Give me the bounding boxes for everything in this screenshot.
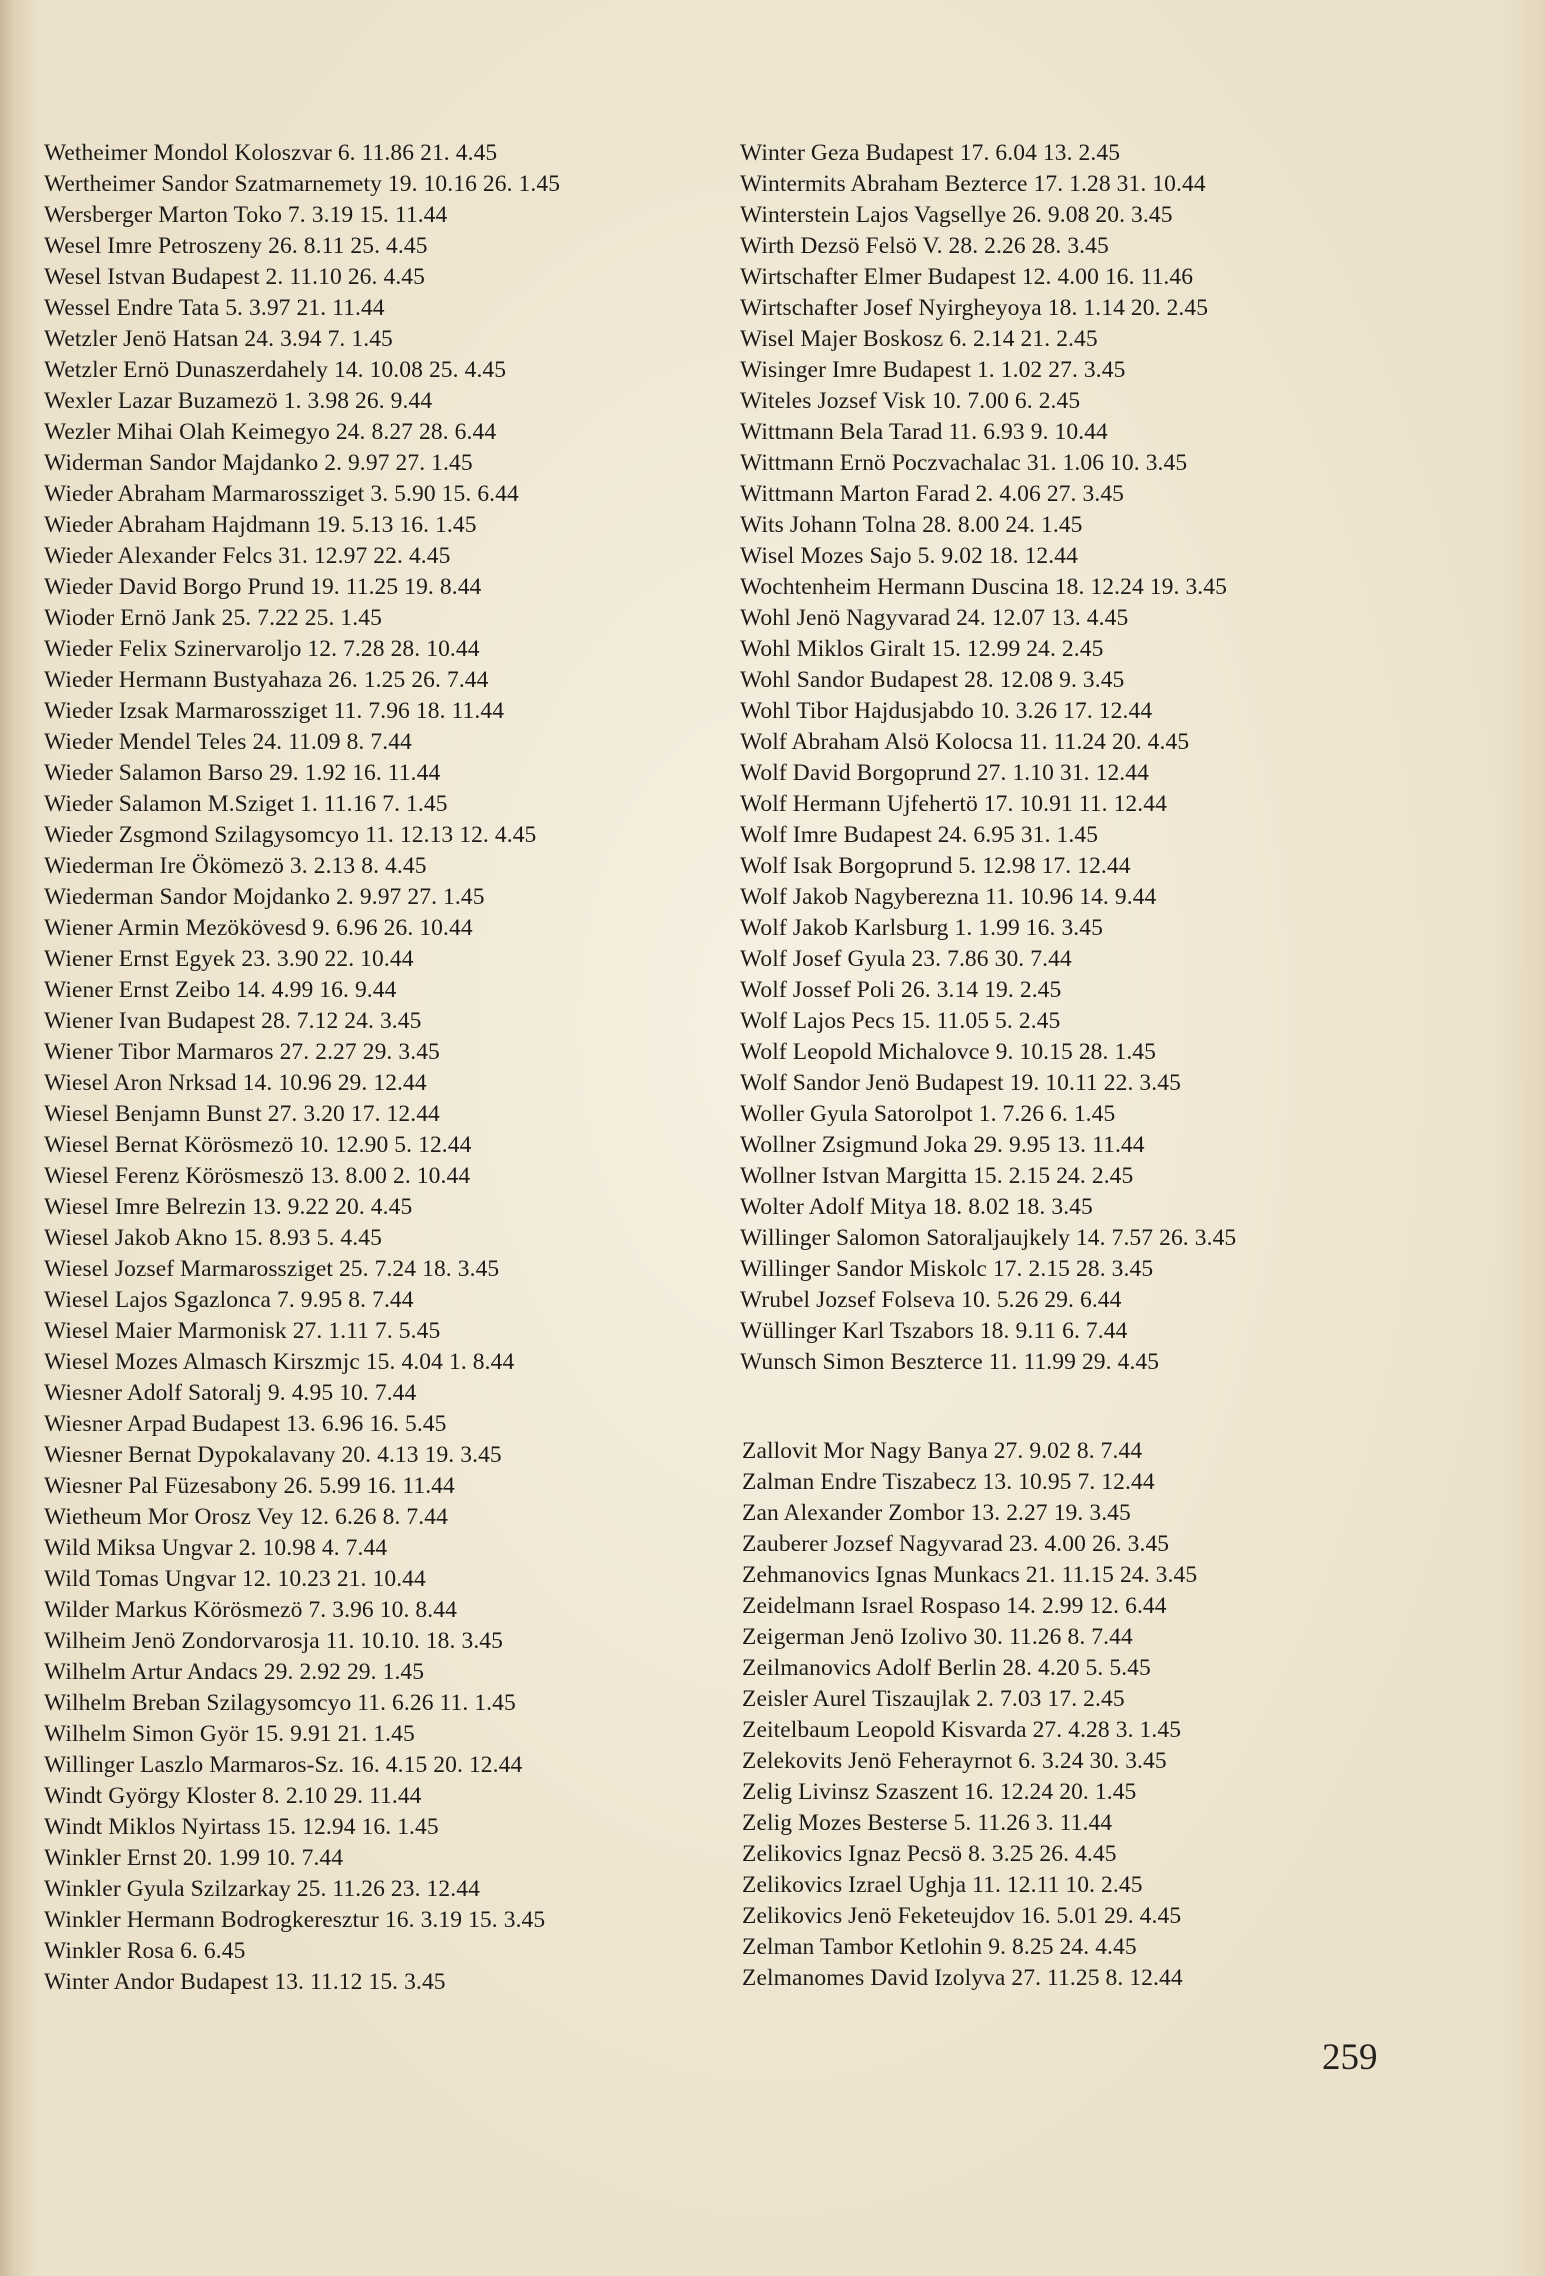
list-item: Wiederman Ire Ökömezö 3. 2.13 8. 4.45 <box>44 853 427 879</box>
list-item: Wezler Mihai Olah Keimegyo 24. 8.27 28. 6.44 <box>44 419 497 445</box>
list-item: Zelig Livinsz Szaszent 16. 12.24 20. 1.45 <box>742 1779 1137 1805</box>
list-item: Wieder Felix Szinervaroljo 12. 7.28 28. 10.44 <box>44 636 480 662</box>
list-item: Zeigerman Jenö Izolivo 30. 11.26 8. 7.44 <box>742 1624 1133 1650</box>
list-item: Wohl Jenö Nagyvarad 24. 12.07 13. 4.45 <box>740 605 1129 631</box>
list-item: Wiederman Sandor Mojdanko 2. 9.97 27. 1.45 <box>44 884 485 910</box>
list-item: Wolf Abraham Alsö Kolocsa 11. 11.24 20. 4.45 <box>740 729 1190 755</box>
list-item: Wexler Lazar Buzamezö 1. 3.98 26. 9.44 <box>44 388 433 414</box>
list-item: Wieder Abraham Marmarossziget 3. 5.90 15. 6.44 <box>44 481 519 507</box>
list-item: Wiener Ivan Budapest 28. 7.12 24. 3.45 <box>44 1008 422 1034</box>
list-item: Wiesel Aron Nrksad 14. 10.96 29. 12.44 <box>44 1070 427 1096</box>
list-item: Wietheum Mor Orosz Vey 12. 6.26 8. 7.44 <box>44 1504 448 1530</box>
list-item: Winter Andor Budapest 13. 11.12 15. 3.45 <box>44 1969 446 1995</box>
list-item: Wits Johann Tolna 28. 8.00 24. 1.45 <box>740 512 1083 538</box>
list-item: Wolf Lajos Pecs 15. 11.05 5. 2.45 <box>740 1008 1061 1034</box>
list-item: Wiesner Bernat Dypokalavany 20. 4.13 19. 3.45 <box>44 1442 502 1468</box>
list-item: Wessel Endre Tata 5. 3.97 21. 11.44 <box>44 295 385 321</box>
list-item: Wiener Ernst Zeibo 14. 4.99 16. 9.44 <box>44 977 397 1003</box>
list-item: Wochtenheim Hermann Duscina 18. 12.24 19. 3.45 <box>740 574 1227 600</box>
list-item: Wüllinger Karl Tszabors 18. 9.11 6. 7.44 <box>740 1318 1128 1344</box>
list-item: Wittmann Bela Tarad 11. 6.93 9. 10.44 <box>740 419 1108 445</box>
list-item: Wiesner Pal Füzesabony 26. 5.99 16. 11.44 <box>44 1473 455 1499</box>
list-item: Zalman Endre Tiszabecz 13. 10.95 7. 12.44 <box>742 1469 1155 1495</box>
list-item: Zelekovits Jenö Feherayrnot 6. 3.24 30. 3.45 <box>742 1748 1167 1774</box>
list-item: Zauberer Jozsef Nagyvarad 23. 4.00 26. 3.45 <box>742 1531 1170 1557</box>
list-item: Zeitelbaum Leopold Kisvarda 27. 4.28 3. 1.45 <box>742 1717 1182 1743</box>
list-item: Wiesner Arpad Budapest 13. 6.96 16. 5.45 <box>44 1411 447 1437</box>
list-item: Wertheimer Sandor Szatmarnemety 19. 10.16 26. 1.45 <box>44 171 561 197</box>
page-number: 259 <box>1322 2037 1378 2078</box>
list-item: Wintermits Abraham Bezterce 17. 1.28 31. 10.44 <box>740 171 1206 197</box>
list-item: Wittmann Marton Farad 2. 4.06 27. 3.45 <box>740 481 1125 507</box>
list-item: Wilhelm Artur Andacs 29. 2.92 29. 1.45 <box>44 1659 425 1685</box>
list-item: Wild Miksa Ungvar 2. 10.98 4. 7.44 <box>44 1535 388 1561</box>
list-item: Wieder Abraham Hajdmann 19. 5.13 16. 1.45 <box>44 512 477 538</box>
list-item: Wirth Dezsö Felsö V. 28. 2.26 28. 3.45 <box>740 233 1109 259</box>
list-item: Wisel Mozes Sajo 5. 9.02 18. 12.44 <box>740 543 1078 569</box>
list-item: Zelikovics Ignaz Pecsö 8. 3.25 26. 4.45 <box>742 1841 1117 1867</box>
list-item: Wolf Jakob Karlsburg 1. 1.99 16. 3.45 <box>740 915 1103 941</box>
list-item: Zan Alexander Zombor 13. 2.27 19. 3.45 <box>742 1500 1131 1526</box>
list-item: Wetzler Ernö Dunaszerdahely 14. 10.08 25. 4.45 <box>44 357 507 383</box>
list-item: Wolf Isak Borgoprund 5. 12.98 17. 12.44 <box>740 853 1131 879</box>
list-item: Wolter Adolf Mitya 18. 8.02 18. 3.45 <box>740 1194 1093 1220</box>
list-item: Wisel Majer Boskosz 6. 2.14 21. 2.45 <box>740 326 1098 352</box>
list-item: Zelmanomes David Izolyva 27. 11.25 8. 12.44 <box>742 1965 1183 1991</box>
list-item: Wrubel Jozsef Folseva 10. 5.26 29. 6.44 <box>740 1287 1122 1313</box>
list-item: Wiesel Ferenz Körösmeszö 13. 8.00 2. 10.44 <box>44 1163 471 1189</box>
list-item: Wisinger Imre Budapest 1. 1.02 27. 3.45 <box>740 357 1126 383</box>
list-item: Wiesel Lajos Sgazlonca 7. 9.95 8. 7.44 <box>44 1287 414 1313</box>
list-item: Wirtschafter Elmer Budapest 12. 4.00 16. 11.46 <box>740 264 1194 290</box>
list-item: Winkler Rosa 6. 6.45 <box>44 1938 246 1964</box>
list-item: Wiesel Maier Marmonisk 27. 1.11 7. 5.45 <box>44 1318 441 1344</box>
list-item: Wieder David Borgo Prund 19. 11.25 19. 8.44 <box>44 574 482 600</box>
list-item: Wersberger Marton Toko 7. 3.19 15. 11.44 <box>44 202 448 228</box>
list-item: Wolf Josef Gyula 23. 7.86 30. 7.44 <box>740 946 1072 972</box>
list-item: Wittmann Ernö Poczvachalac 31. 1.06 10. 3.45 <box>740 450 1188 476</box>
list-item: Winkler Gyula Szilzarkay 25. 11.26 23. 12.44 <box>44 1876 480 1902</box>
list-item: Widerman Sandor Majdanko 2. 9.97 27. 1.45 <box>44 450 473 476</box>
list-item: Wieder Salamon M.Sziget 1. 11.16 7. 1.45 <box>44 791 448 817</box>
list-item: Wollner Istvan Margitta 15. 2.15 24. 2.45 <box>740 1163 1134 1189</box>
list-item: Zeidelmann Israel Rospaso 14. 2.99 12. 6.44 <box>742 1593 1167 1619</box>
list-item: Wieder Salamon Barso 29. 1.92 16. 11.44 <box>44 760 441 786</box>
list-item: Wiesner Adolf Satoralj 9. 4.95 10. 7.44 <box>44 1380 417 1406</box>
right-column-z-list <box>742 1436 1532 1994</box>
list-item: Wiener Armin Mezökövesd 9. 6.96 26. 10.44 <box>44 915 473 941</box>
list-item: Wolf Jakob Nagyberezna 11. 10.96 14. 9.44 <box>740 884 1157 910</box>
list-item: Winkler Hermann Bodrogkeresztur 16. 3.19 15. 3.45 <box>44 1907 546 1933</box>
list-item: Witeles Jozsef Visk 10. 7.00 6. 2.45 <box>740 388 1081 414</box>
list-item: Zelig Mozes Besterse 5. 11.26 3. 11.44 <box>742 1810 1113 1836</box>
list-item: Winter Geza Budapest 17. 6.04 13. 2.45 <box>740 140 1121 166</box>
list-item: Wilhelm Breban Szilagysomcyo 11. 6.26 11. 1.45 <box>44 1690 516 1716</box>
list-item: Wild Tomas Ungvar 12. 10.23 21. 10.44 <box>44 1566 426 1592</box>
list-item: Woller Gyula Satorolpot 1. 7.26 6. 1.45 <box>740 1101 1116 1127</box>
list-item: Wieder Mendel Teles 24. 11.09 8. 7.44 <box>44 729 412 755</box>
list-item: Zehmanovics Ignas Munkacs 21. 11.15 24. 3.45 <box>742 1562 1198 1588</box>
list-item: Wetzler Jenö Hatsan 24. 3.94 7. 1.45 <box>44 326 393 352</box>
list-item: Wilheim Jenö Zondorvarosja 11. 10.10. 18. 3.45 <box>44 1628 504 1654</box>
list-item: Wilder Markus Körösmezö 7. 3.96 10. 8.44 <box>44 1597 457 1623</box>
list-item: Wiener Ernst Egyek 23. 3.90 22. 10.44 <box>44 946 414 972</box>
left-column-list <box>44 138 724 1998</box>
list-item: Wiesel Benjamn Bunst 27. 3.20 17. 12.44 <box>44 1101 440 1127</box>
list-item: Wiesel Jakob Akno 15. 8.93 5. 4.45 <box>44 1225 382 1251</box>
list-item: Zelman Tambor Ketlohin 9. 8.25 24. 4.45 <box>742 1934 1137 1960</box>
list-item: Wilhelm Simon Györ 15. 9.91 21. 1.45 <box>44 1721 415 1747</box>
list-item: Wollner Zsigmund Joka 29. 9.95 13. 11.44 <box>740 1132 1145 1158</box>
list-item: Willinger Laszlo Marmaros-Sz. 16. 4.15 20. 12.44 <box>44 1752 523 1778</box>
list-item: Wolf Leopold Michalovce 9. 10.15 28. 1.45 <box>740 1039 1156 1065</box>
list-item: Winterstein Lajos Vagsellye 26. 9.08 20. 3.45 <box>740 202 1173 228</box>
list-item: Wirtschafter Josef Nyirgheyoya 18. 1.14 20. 2.45 <box>740 295 1209 321</box>
list-item: Wieder Alexander Felcs 31. 12.97 22. 4.45 <box>44 543 451 569</box>
list-item: Wesel Imre Petroszeny 26. 8.11 25. 4.45 <box>44 233 428 259</box>
list-item: Zeisler Aurel Tiszaujlak 2. 7.03 17. 2.45 <box>742 1686 1125 1712</box>
list-item: Wiesel Bernat Körösmezö 10. 12.90 5. 12.44 <box>44 1132 472 1158</box>
list-item: Wolf Hermann Ujfehertö 17. 10.91 11. 12.44 <box>740 791 1167 817</box>
list-item: Wieder Izsak Marmarossziget 11. 7.96 18. 11.44 <box>44 698 505 724</box>
list-item: Wetheimer Mondol Koloszvar 6. 11.86 21. 4.45 <box>44 140 498 166</box>
list-item: Wohl Tibor Hajdusjabdo 10. 3.26 17. 12.44 <box>740 698 1153 724</box>
list-item: Zelikovics Izrael Ughja 11. 12.11 10. 2.45 <box>742 1872 1143 1898</box>
list-item: Wiesel Mozes Almasch Kirszmjc 15. 4.04 1. 8.44 <box>44 1349 515 1375</box>
list-item: Wiener Tibor Marmaros 27. 2.27 29. 3.45 <box>44 1039 440 1065</box>
list-item: Wolf Sandor Jenö Budapest 19. 10.11 22. 3.45 <box>740 1070 1181 1096</box>
list-item: Wesel Istvan Budapest 2. 11.10 26. 4.45 <box>44 264 426 290</box>
list-item: Willinger Sandor Miskolc 17. 2.15 28. 3.45 <box>740 1256 1154 1282</box>
list-item: Wioder Ernö Jank 25. 7.22 25. 1.45 <box>44 605 382 631</box>
list-item: Wiesel Jozsef Marmarossziget 25. 7.24 18. 3.45 <box>44 1256 500 1282</box>
list-item: Zeilmanovics Adolf Berlin 28. 4.20 5. 5.45 <box>742 1655 1151 1681</box>
list-item: Wolf David Borgoprund 27. 1.10 31. 12.44 <box>740 760 1149 786</box>
list-item: Wiesel Imre Belrezin 13. 9.22 20. 4.45 <box>44 1194 413 1220</box>
list-item: Zallovit Mor Nagy Banya 27. 9.02 8. 7.44 <box>742 1438 1143 1464</box>
list-item: Winkler Ernst 20. 1.99 10. 7.44 <box>44 1845 344 1871</box>
list-item: Wolf Jossef Poli 26. 3.14 19. 2.45 <box>740 977 1062 1003</box>
list-item: Wieder Hermann Bustyahaza 26. 1.25 26. 7.44 <box>44 667 489 693</box>
list-item: Willinger Salomon Satoraljaujkely 14. 7.57 26. 3.45 <box>740 1225 1237 1251</box>
list-item: Windt Miklos Nyirtass 15. 12.94 16. 1.45 <box>44 1814 439 1840</box>
list-item: Wohl Sandor Budapest 28. 12.08 9. 3.45 <box>740 667 1125 693</box>
list-item: Wohl Miklos Giralt 15. 12.99 24. 2.45 <box>740 636 1104 662</box>
right-column-w-list <box>740 138 1530 1378</box>
list-item: Wunsch Simon Beszterce 11. 11.99 29. 4.45 <box>740 1349 1160 1375</box>
list-item: Wolf Imre Budapest 24. 6.95 31. 1.45 <box>740 822 1099 848</box>
list-item: Wieder Zsgmond Szilagysomcyo 11. 12.13 12. 4.45 <box>44 822 537 848</box>
list-item: Zelikovics Jenö Feketeujdov 16. 5.01 29. 4.45 <box>742 1903 1182 1929</box>
list-item: Windt György Kloster 8. 2.10 29. 11.44 <box>44 1783 422 1809</box>
